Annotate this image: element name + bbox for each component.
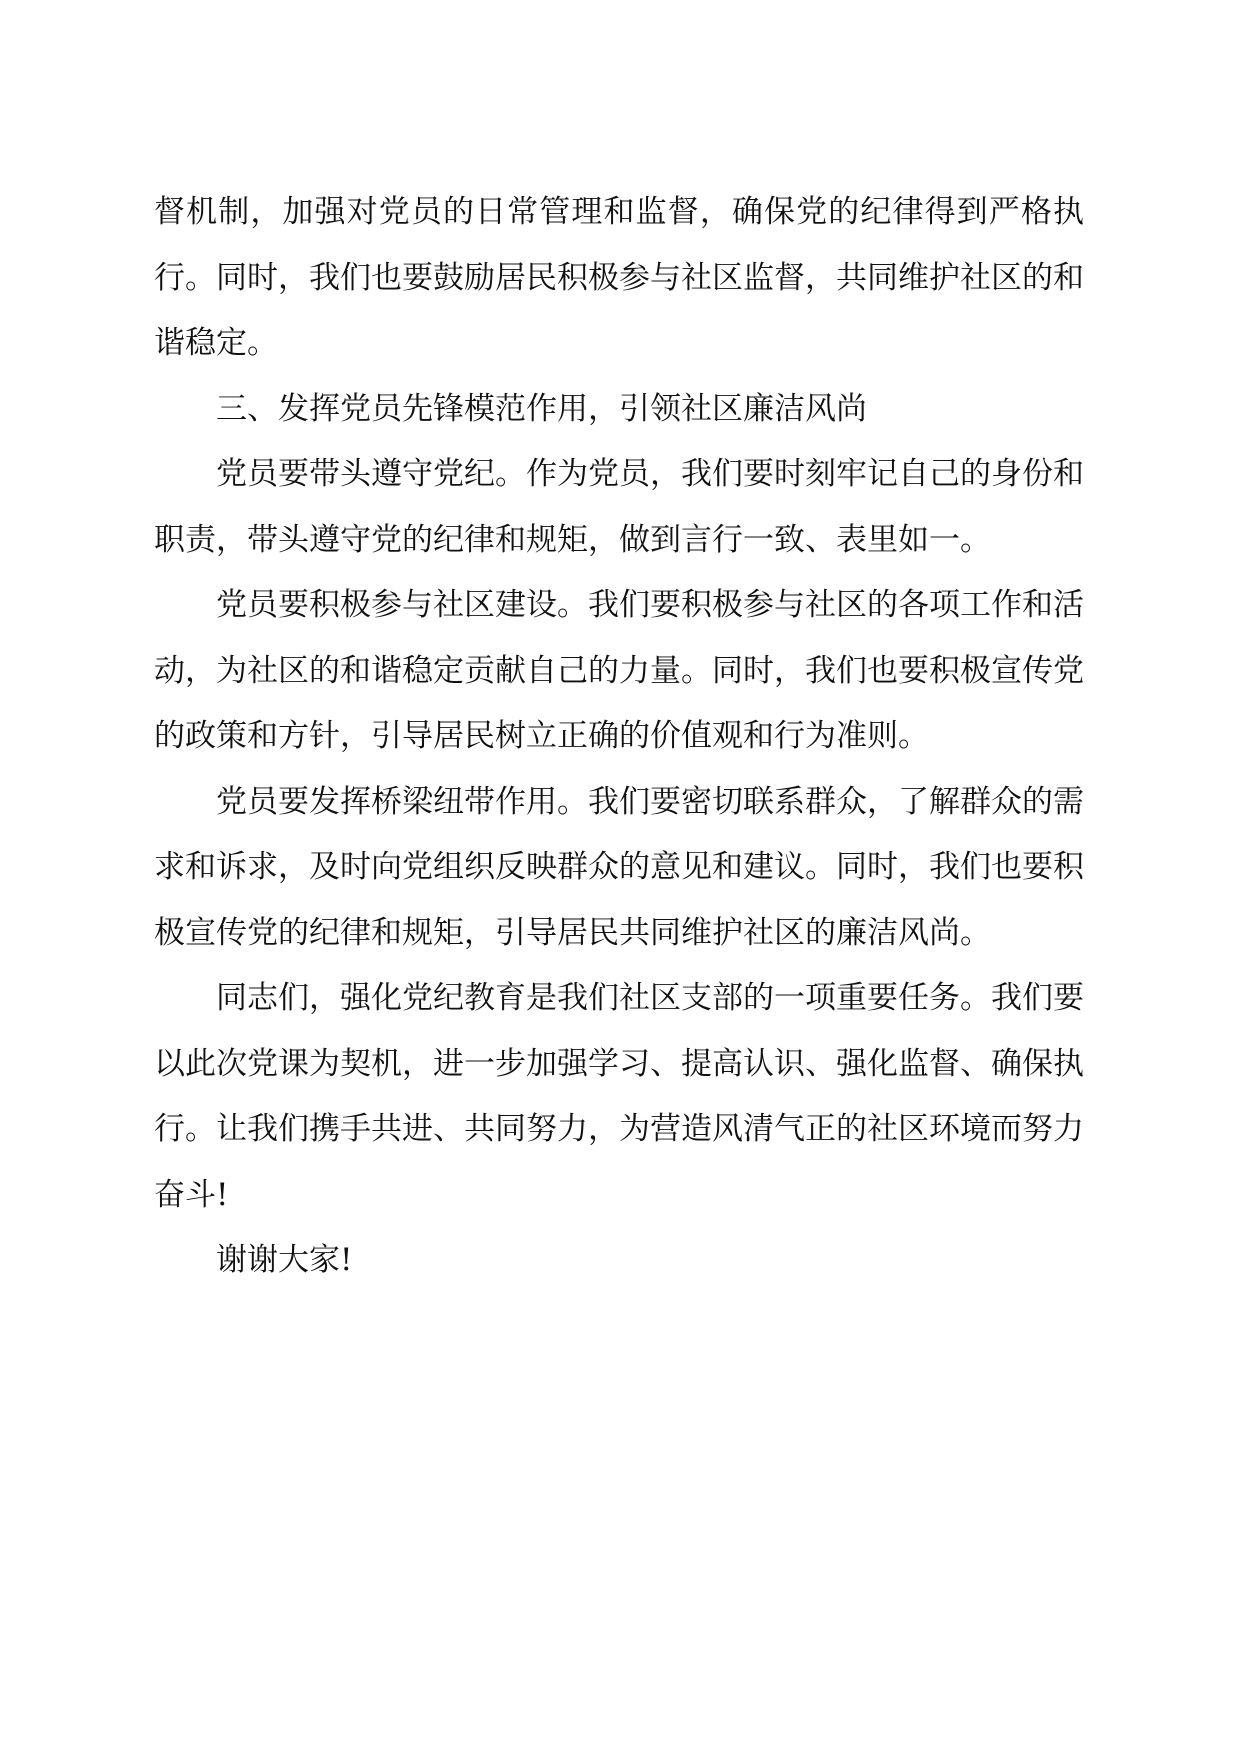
document-body (154, 180, 1084, 1294)
paragraph-continuation: 督机制，加强对党员的日常管理和监督，确保党的纪律得到严格执行。同时，我们也要鼓励居民积极参与社区监督，共同维护社区的和谐稳定。 (154, 194, 1084, 361)
section-heading: 三、发挥党员先锋模范作用，引领社区廉洁风尚 (216, 390, 867, 427)
paragraph: 同志们，强化党纪教育是我们社区支部的一项重要任务。我们要以此次党课为契机，进一步加强学习、提高认识、强化监督、确保执行。让我们携手共进、共同努力，为营造风清气正的社区环境而努力奋斗! (154, 980, 1084, 1213)
paragraph: 党员要积极参与社区建设。我们要积极参与社区的各项工作和活动，为社区的和谐稳定贡献自己的力量。同时，我们也要积极宣传党的政策和方针，引导居民树立正确的价值观和行为准则。 (154, 587, 1084, 754)
closing-remark: 谢谢大家! (216, 1242, 353, 1278)
paragraph: 党员要发挥桥梁纽带作用。我们要密切联系群众，了解群众的需求和诉求，及时向党组织反映群众的意见和建议。同时，我们也要积极宣传党的纪律和规矩，引导居民共同维护社区的廉洁风尚。 (154, 783, 1084, 951)
paragraph: 党员要带头遵守党纪。作为党员，我们要时刻牢记自己的身份和职责，带头遵守党的纪律和规矩，做到言行一致、表里如一。 (154, 456, 1084, 558)
